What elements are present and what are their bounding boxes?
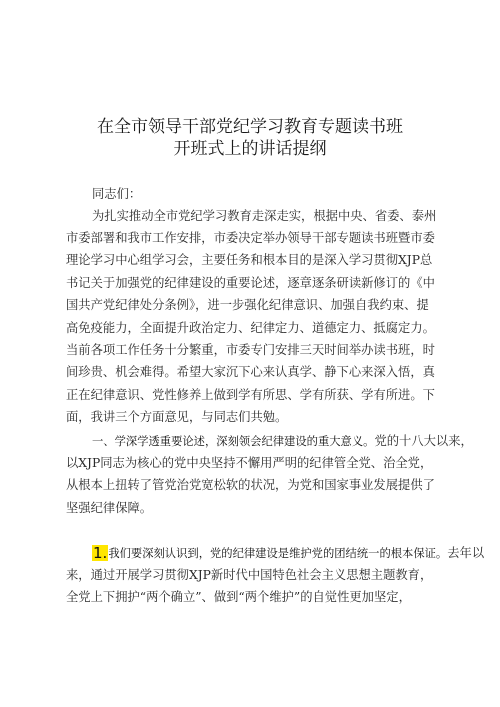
paragraph-3-body (66, 564, 446, 609)
paragraph-1-line: 书记关于加强党的纪律建设的重要论述，逐章逐条研读新修订的《中 (66, 275, 435, 290)
paragraph-1-line: 间珍贵、机会难得。希望大家沉下心来认真学、静下心来深入悟，真 (66, 365, 435, 380)
title-line-2: 开班式上的讲话提纲 (173, 139, 327, 159)
paragraph-1-body (66, 227, 446, 429)
paragraph-3-line: 来，通过开展学习贯彻XJP新时代中国特色社会主义思想主题教育， (66, 568, 433, 582)
section-heading-1: 一、学深学透重要论述，深刻领会纪律建设的重大意义。 (92, 435, 375, 448)
paragraph-2-first-line (92, 430, 473, 453)
paragraph-3-first-line (92, 542, 485, 565)
paragraph-1-line: 市委部署和我市工作安排，市委决定举办领导干部专题读书班暨市委 (66, 231, 435, 245)
paragraph-1-line: 面，我讲三个方面意见，与同志们共勉。 (66, 410, 288, 425)
paragraph-2-line (92, 430, 473, 453)
highlight-marker: 1. (93, 544, 108, 562)
paragraph-3-line (92, 542, 485, 565)
paragraph-2-text: 党的十八大以来， (374, 434, 473, 448)
paragraph-1-line: 当前各项工作任务十分繁重，市委专门安排三天时间举办读书班，时 (66, 343, 435, 358)
salutation: 同志们： (92, 187, 142, 201)
paragraph-2-body (66, 452, 446, 519)
paragraph-1-line: 国共产党纪律处分条例》，进一步强化纪律意识、加强自我约束、提 (66, 298, 429, 313)
subsection-heading-1: 我们要深刻认识到，党的纪律建设是维护党的团结统一的根本保证。 (108, 547, 448, 560)
paragraph-1-line: 正在纪律意识、党性修养上做到学有所思、学有所获、学有所进。下 (66, 387, 435, 402)
paragraph-3-text: 去年以 (447, 546, 485, 560)
paragraph-1-line: 为扎实推动全市党纪学习教育走深走实，根据中央、省委、泰州 (92, 209, 437, 223)
paragraph-1 (92, 205, 444, 227)
paragraph-1-line: 高免疫能力，全面提升政治定力、纪律定力、道德定力、抵腐定力。 (66, 320, 435, 335)
document-title (0, 116, 500, 160)
paragraph-2-line: 坚强纪律保障。 (66, 500, 153, 515)
paragraph-2-line: 从根本上扭转了管党治党宽松软的状况，为党和国家事业发展提供了 (66, 478, 435, 493)
paragraph-2-line: 以XJP同志为核心的党中央坚持不懈用严明的纪律管全党、治全党， (66, 456, 433, 470)
title-line-1: 在全市领导干部党纪学习教育专题读书班 (97, 117, 403, 137)
paragraph-3-line: 全党上下拥护“两个确立”、做到“两个维护”的自觉性更加坚定， (66, 590, 411, 605)
paragraph-1-line: 理论学习中心组学习会，主要任务和根本目的是深入学习贯彻XJP总 (66, 253, 433, 268)
